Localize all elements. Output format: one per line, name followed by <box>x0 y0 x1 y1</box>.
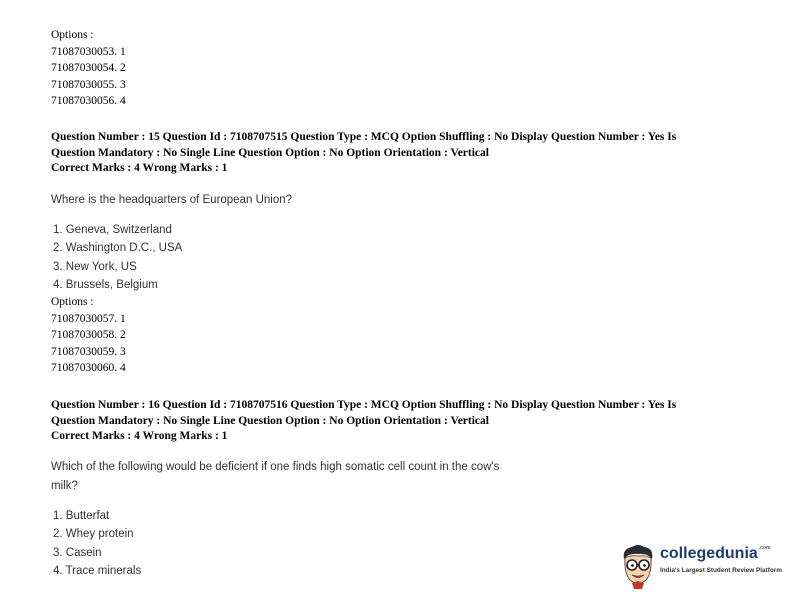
options-label: Options : <box>51 29 94 41</box>
question-15-meta <box>51 130 751 177</box>
question-15-text: Where is the headquarters of European Union? <box>51 194 293 206</box>
question-15-choices <box>53 221 182 294</box>
options-label: Options : <box>51 296 94 308</box>
question-16-meta <box>51 398 751 445</box>
option-id: 71087030056. 4 <box>51 95 126 107</box>
question-16-choices <box>53 507 141 580</box>
option-id: 71087030060. 4 <box>51 362 126 374</box>
choice-item: 2. Whey protein <box>53 528 134 541</box>
question-text-line: milk? <box>51 479 78 492</box>
option-id: 71087030059. 3 <box>51 345 126 358</box>
choice-item: 3. Casein <box>53 546 102 559</box>
choice-item: 1. Geneva, Switzerland <box>53 224 172 236</box>
choice-item: 3. New York, US <box>53 260 137 273</box>
choice-item: 2. Washington D.C., USA <box>53 242 183 255</box>
question-marks: Correct Marks : 4 Wrong Marks : 1 <box>51 430 228 442</box>
option-id: 71087030053. 1 <box>51 45 126 58</box>
choice-item: 4. Trace minerals <box>53 564 142 577</box>
question-marks: Correct Marks : 4 Wrong Marks : 1 <box>51 162 228 174</box>
question-16-text <box>51 458 499 495</box>
question-meta-line: Question Mandatory : No Single Line Question Option : No Option Orientation : Vertical <box>51 414 489 427</box>
logo-tagline: India's Largest Student Review Platform <box>660 567 782 574</box>
logo-brand: collegedunia$^{.com}$ <box>660 545 771 562</box>
question-meta-line: Question Number : 15 Question Id : 7108707515 Question Type : MCQ Option Shuffling : No Display Question Number : Yes Is <box>51 131 677 143</box>
choice-item: 4. Brussels, Belgium <box>53 278 158 291</box>
option-id: 71087030058. 2 <box>51 329 126 341</box>
question-15-options <box>51 294 126 377</box>
question-text-line: Which of the following would be deficient if one finds high somatic cell count in the cow's <box>51 461 500 473</box>
collegedunia-logo <box>618 543 782 591</box>
option-id: 71087030054. 2 <box>51 62 126 74</box>
question-meta-line: Question Mandatory : No Single Line Question Option : No Option Orientation : Vertical <box>51 146 489 159</box>
options-block-prev <box>51 27 126 110</box>
option-id: 71087030055. 3 <box>51 78 126 91</box>
question-meta-line: Question Number : 16 Question Id : 7108707516 Question Type : MCQ Option Shuffling : No Display Question Number : Yes Is <box>51 399 677 411</box>
choice-item: 1. Butterfat <box>53 510 110 522</box>
option-id: 71087030057. 1 <box>51 312 126 325</box>
mascot-face-icon <box>618 543 658 589</box>
